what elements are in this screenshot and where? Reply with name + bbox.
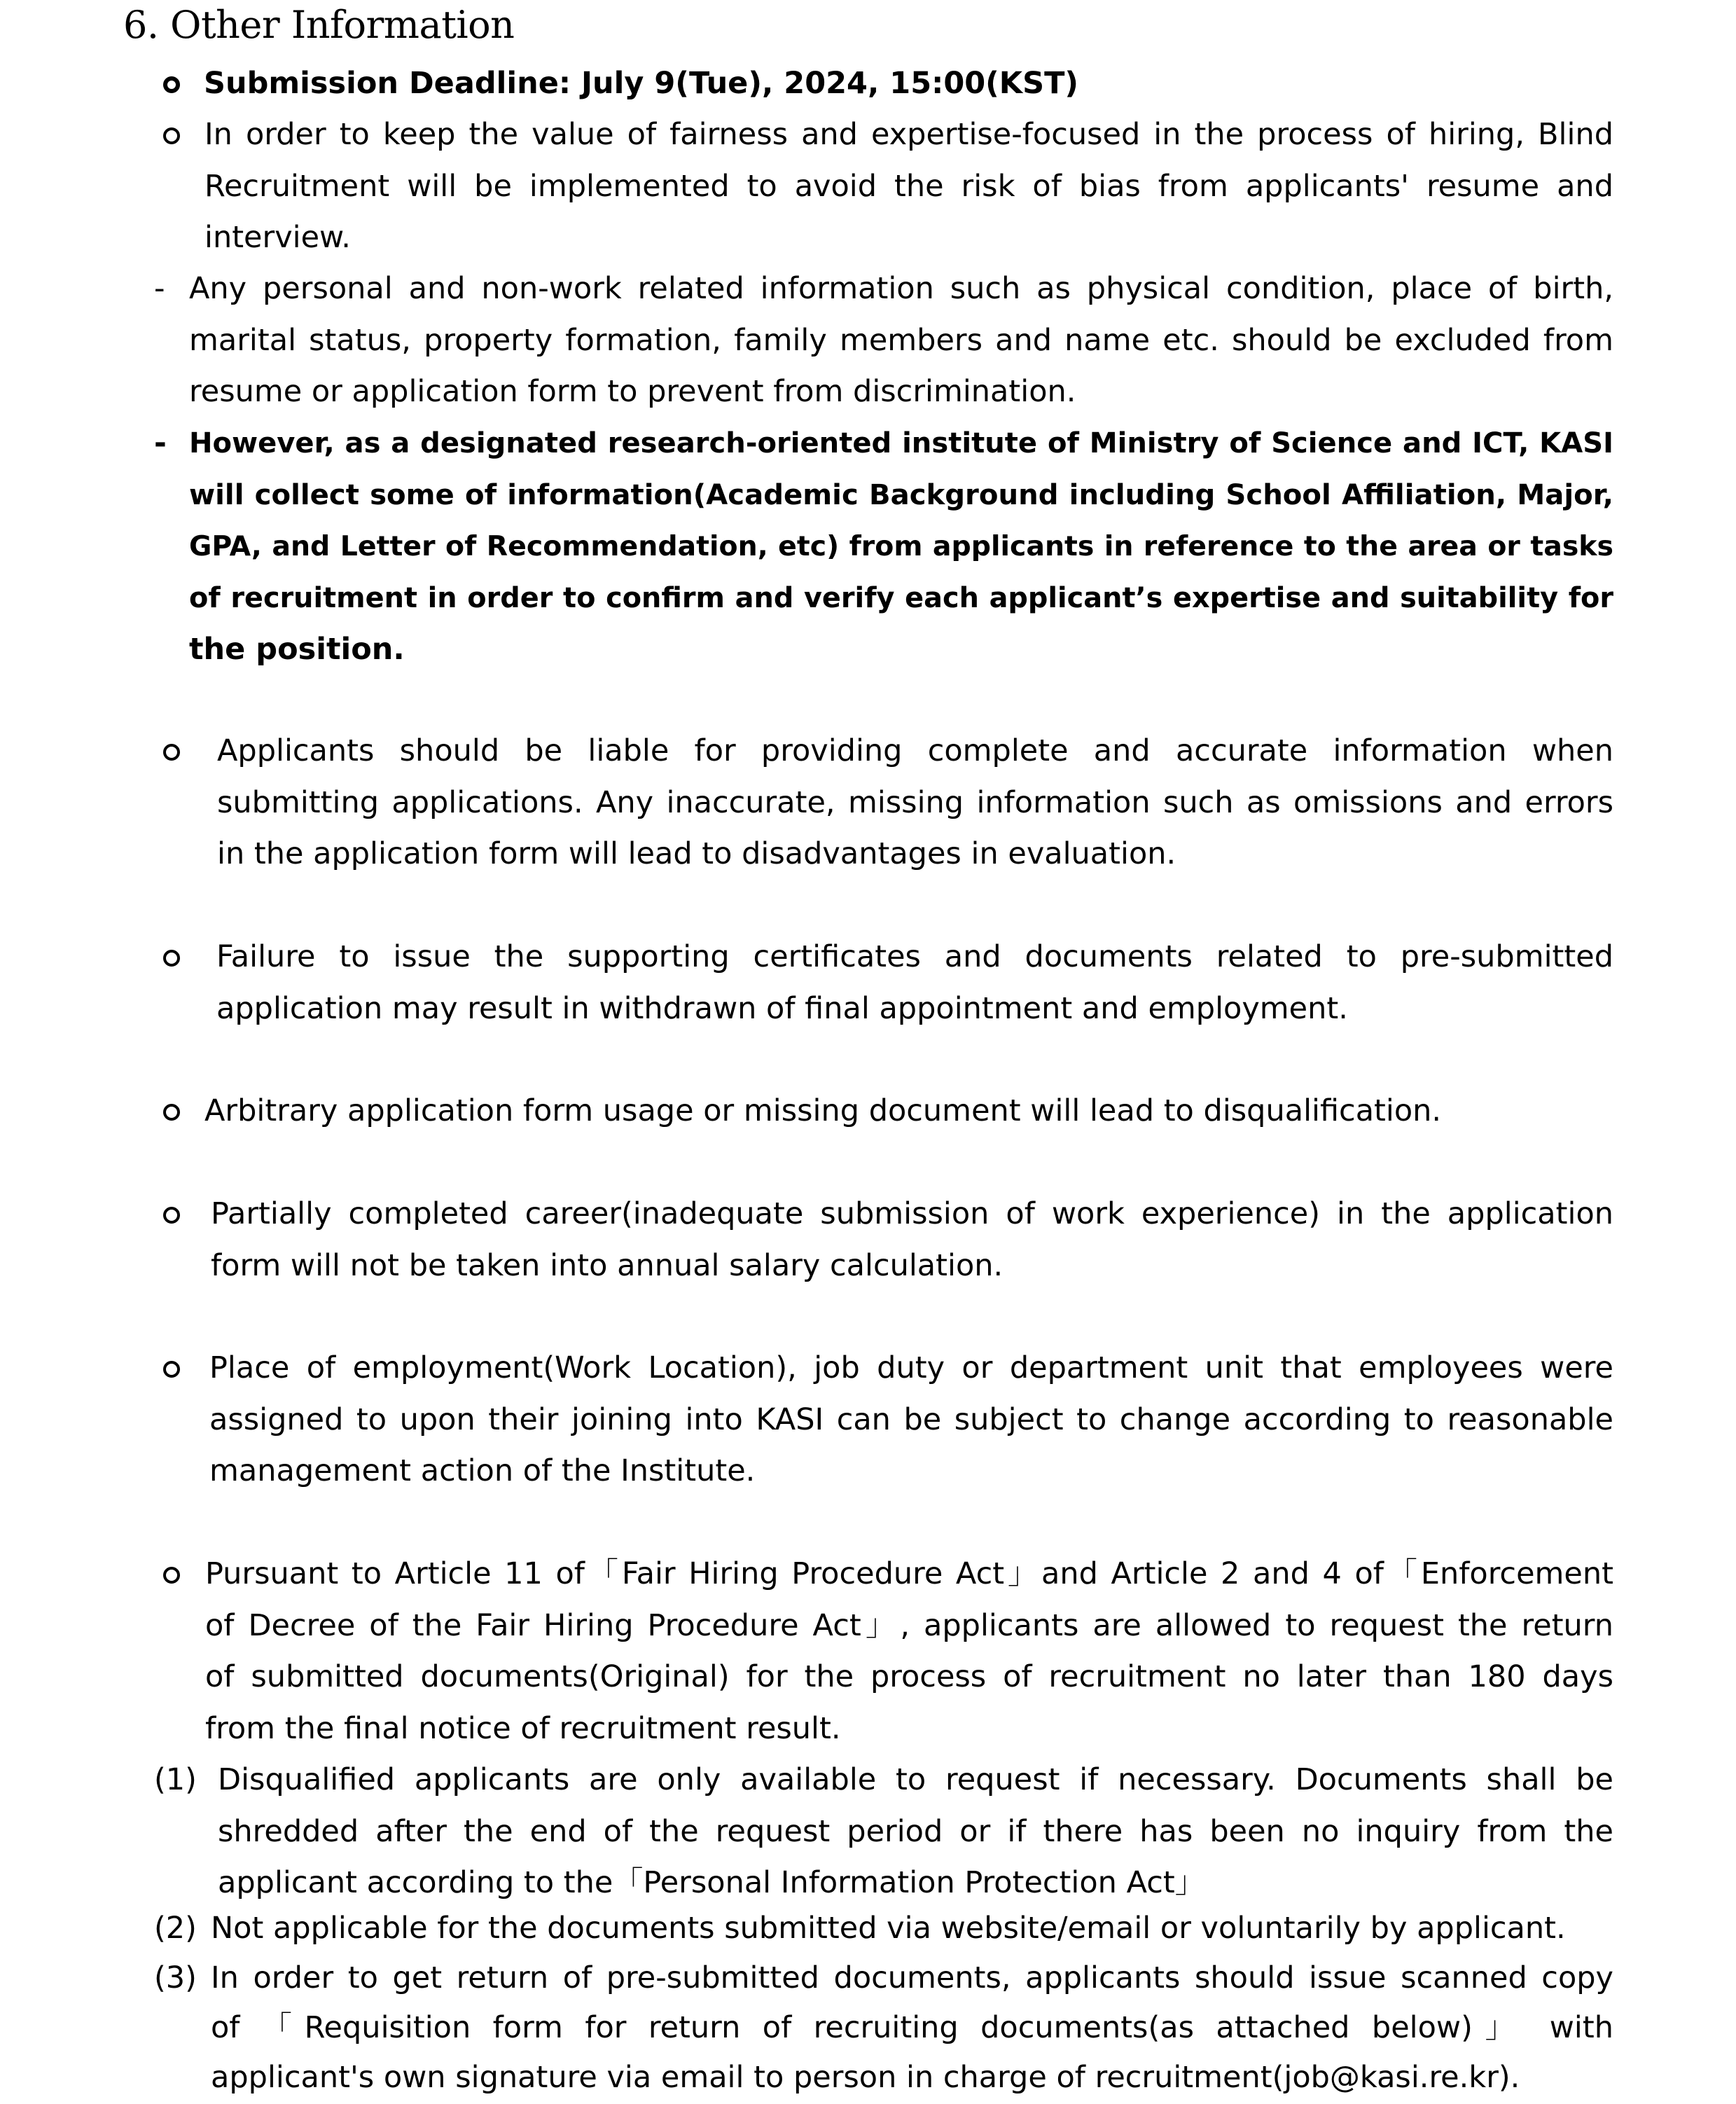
item-line: Not applicable for the documents submitted via website/email or voluntarily by applicant.	[211, 1911, 1566, 1946]
item-line: Submission Deadline: July 9(Tue), 2024, 15:00(KST)	[204, 66, 1079, 101]
item-line: Place of employment(Work Location), job duty or department unit that employees were	[209, 1350, 1613, 1385]
item-line: assigned to upon their joining into KASI can be subject to change according to reasonable	[209, 1401, 1613, 1437]
item-marker: (2)	[154, 1911, 197, 1946]
item-line: the position.	[189, 632, 405, 667]
circle-bullet-icon	[163, 1104, 180, 1121]
item-line: in the application form will lead to disadvantages in evaluation.	[217, 836, 1176, 871]
item-line: Any personal and non-work related information such as physical condition, place of birth,	[189, 271, 1613, 306]
item-line: from the final notice of recruitment result.	[205, 1710, 841, 1746]
item-line: of Decree of the Fair Hiring Procedure Act」, applicants are allowed to request the return	[205, 1607, 1613, 1643]
item-line: of submitted documents(Original) for the process of recruitment no later than 180 days	[205, 1659, 1613, 1694]
item-marker: -	[154, 271, 165, 306]
item-line: GPA, and Letter of Recommendation, etc) from applicants in reference to the area or tasks	[189, 530, 1613, 562]
item-line: form will not be taken into annual salary calculation.	[211, 1247, 1004, 1283]
circle-bullet-icon	[163, 1361, 180, 1378]
circle-bullet-icon	[163, 1207, 180, 1224]
item-line: Pursuant to Article 11 of「Fair Hiring Procedure Act」and Article 2 and 4 of「Enforcement	[205, 1556, 1613, 1591]
item-line: will collect some of information(Academic Background including School Affiliation, Major,	[189, 478, 1613, 511]
item-line: Disqualified applicants are only available to request if necessary. Documents shall be	[218, 1762, 1613, 1797]
item-line: shredded after the end of the request period or if there has been no inquiry from the	[218, 1813, 1613, 1849]
item-line: of recruitment in order to confirm and verify each applicant’s expertise and suitability for	[189, 581, 1613, 614]
item-line: marital status, property formation, family members and name etc. should be excluded from	[189, 322, 1613, 358]
item-line: application may result in withdrawn of final appointment and employment.	[216, 990, 1348, 1026]
item-line: Arbitrary application form usage or missing document will lead to disqualification.	[204, 1093, 1442, 1128]
item-line: Applicants should be liable for providing complete and accurate information when	[217, 733, 1613, 768]
item-marker: (1)	[154, 1762, 197, 1797]
circle-bullet-icon	[163, 744, 180, 761]
item-marker: -	[154, 426, 167, 461]
circle-bullet-icon	[163, 76, 180, 93]
section-heading: 6. Other Information	[123, 3, 515, 47]
item-line: of 「Requisition form for return of recruiting documents(as attached below)」 with	[211, 2010, 1613, 2045]
item-line: management action of the Institute.	[209, 1453, 756, 1488]
item-line: Failure to issue the supporting certificates and documents related to pre-submitted	[216, 939, 1613, 974]
item-line: applicant according to the「Personal Information Protection Act」	[218, 1865, 1205, 1900]
item-line: In order to get return of pre-submitted documents, applicants should issue scanned copy	[211, 1960, 1613, 1995]
item-marker: (3)	[154, 1960, 197, 1995]
item-line: interview.	[204, 220, 351, 255]
item-line: However, as a designated research-oriented institute of Ministry of Science and ICT, KASI	[189, 427, 1613, 459]
item-line: applicant's own signature via email to person in charge of recruitment(job@kasi.re.kr).	[211, 2060, 1520, 2095]
item-line: Partially completed career(inadequate submission of work experience) in the application	[211, 1196, 1613, 1231]
circle-bullet-icon	[163, 1567, 180, 1584]
item-line: submitting applications. Any inaccurate, missing information such as omissions and errors	[217, 784, 1613, 820]
circle-bullet-icon	[163, 127, 180, 144]
item-line: resume or application form to prevent from discrimination.	[189, 374, 1076, 409]
item-line: Recruitment will be implemented to avoid the risk of bias from applicants' resume and	[204, 168, 1613, 204]
item-line: In order to keep the value of fairness and expertise-focused in the process of hiring, Blind	[204, 117, 1613, 152]
circle-bullet-icon	[163, 950, 180, 967]
